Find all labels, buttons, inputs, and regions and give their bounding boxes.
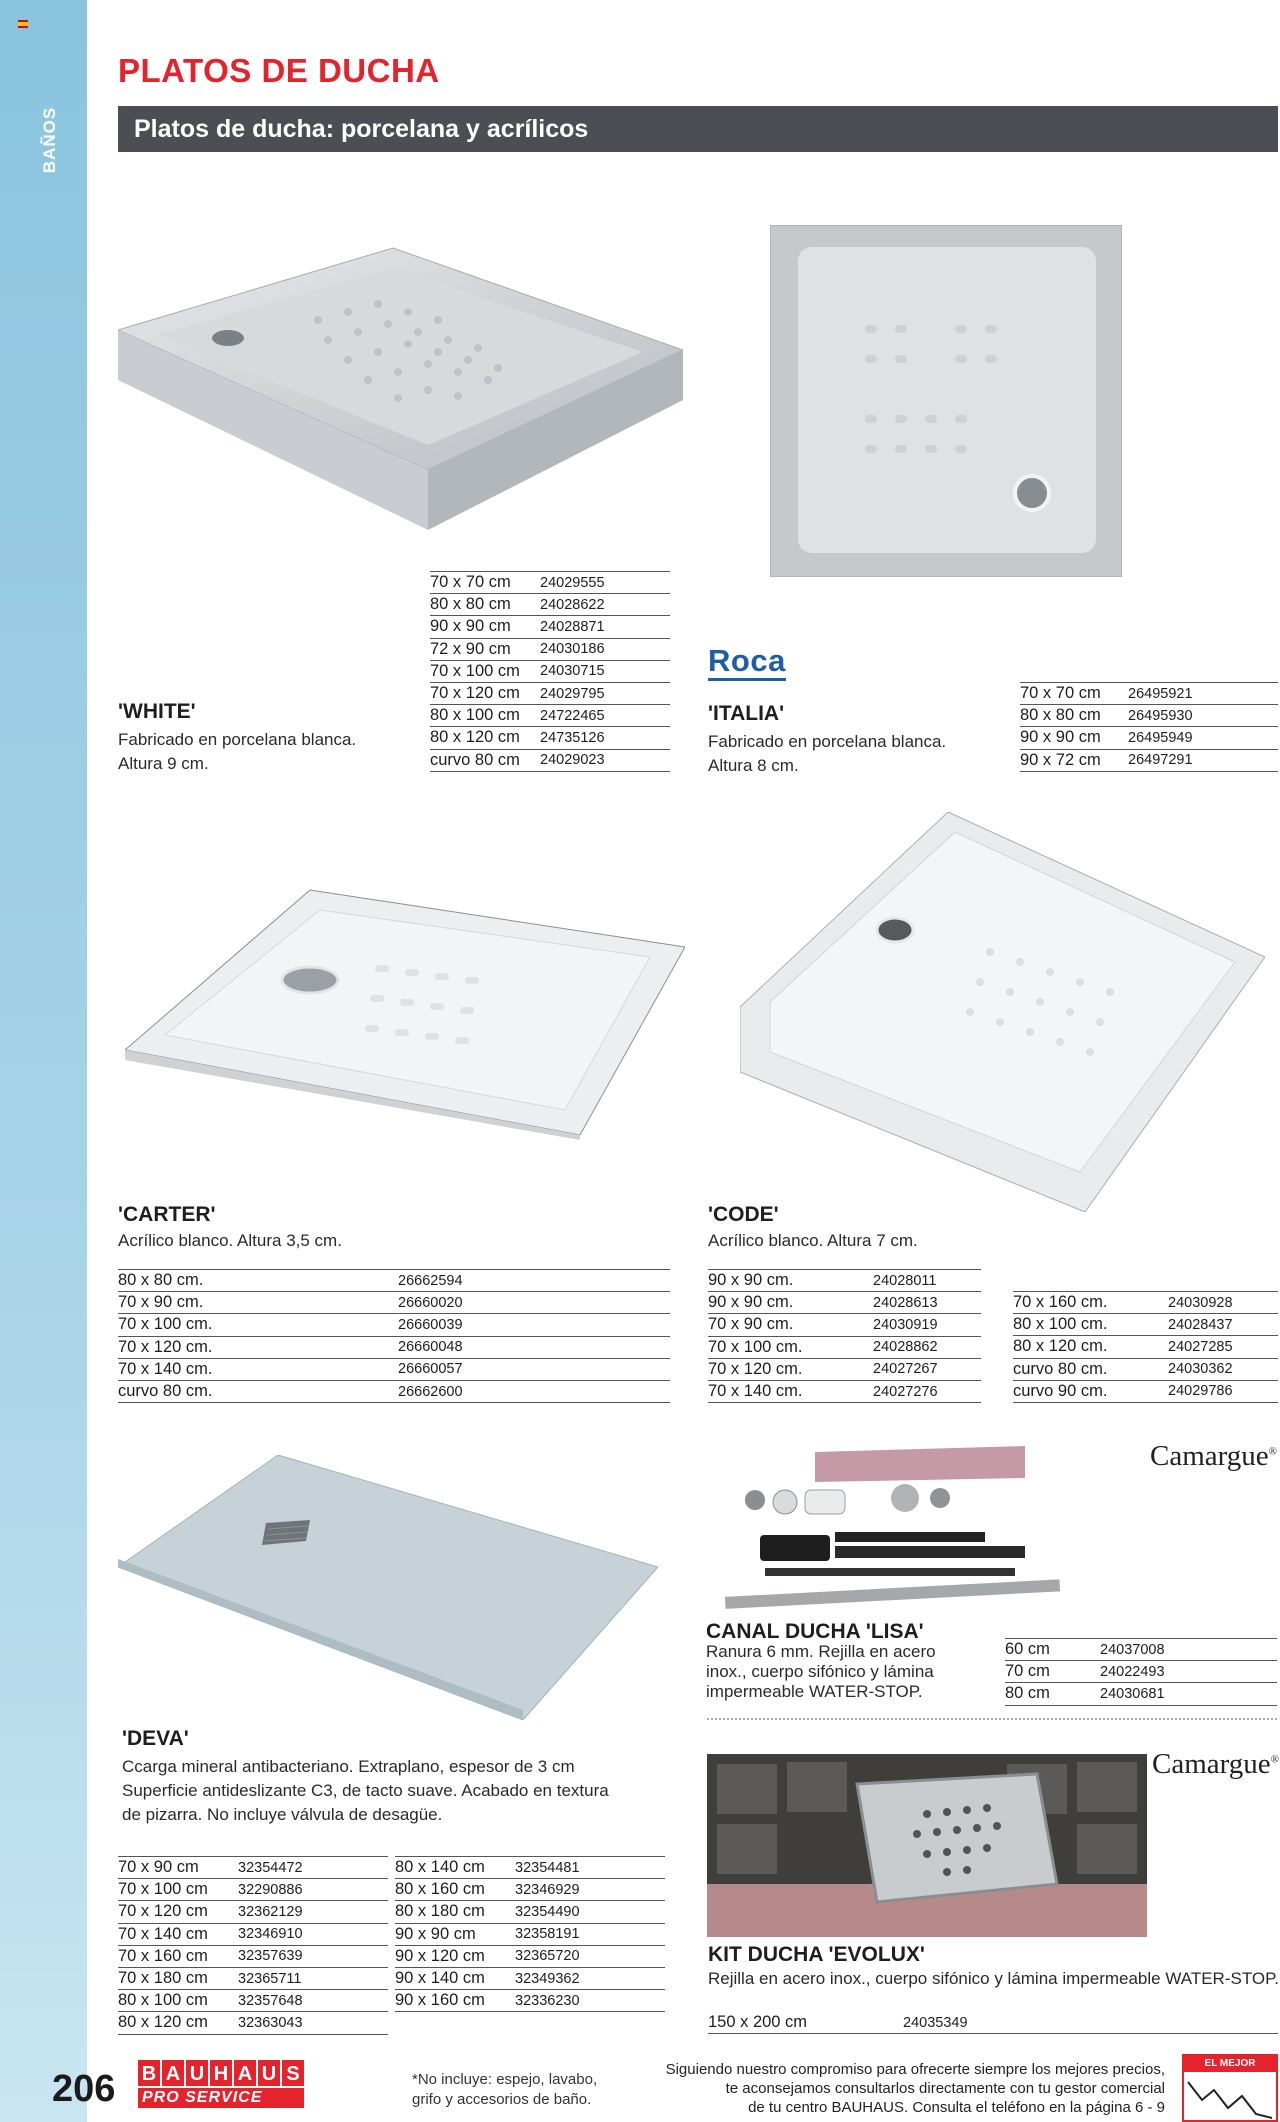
white-desc: Fabricado en porcelana blanca. Altura 9 cm. — [118, 730, 357, 773]
sidebar — [0, 0, 87, 2122]
table-row: 150 x 200 cm 24035349 — [708, 2012, 1278, 2034]
lisa-desc: Ranura 6 mm. Rejilla en acero inox., cuerpo sifónico y lámina impermeable WATER-STOP. — [706, 1642, 936, 1701]
table-row: 80 x 80 cm 26495930 — [1020, 705, 1278, 727]
table-row: 90 x 90 cm 32358191 — [395, 1924, 665, 1946]
italia-tray-image — [770, 225, 1122, 577]
carter-name: 'CARTER' — [118, 1203, 216, 1226]
evolux-table — [708, 2012, 1278, 2034]
table-row: 70 x 100 cm. 24028862 — [708, 1337, 981, 1359]
bauhaus-logo: B A U H A U S PRO SERVICE — [138, 2060, 304, 2110]
table-row: 90 x 120 cm 32365720 — [395, 1946, 665, 1968]
italia-table — [1020, 682, 1278, 772]
table-row: 70 x 120 cm 32362129 — [118, 1901, 388, 1923]
camargue-logo: Camargue® — [1150, 1440, 1278, 1472]
italia-desc: Fabricado en porcelana blanca. Altura 8 cm. — [708, 732, 947, 775]
camargue-logo: Camargue® — [1152, 1748, 1280, 1780]
table-row: 90 x 72 cm 26497291 — [1020, 750, 1278, 772]
evolux-desc: Rejilla en acero inox., cuerpo sifónico y lámina impermeable WATER-STOP. — [708, 1969, 1279, 1988]
carter-tray-image — [125, 885, 685, 1140]
white-name: 'WHITE' — [118, 700, 196, 723]
table-row: 80 x 140 cm 32354481 — [395, 1857, 665, 1879]
table-row: 70 x 140 cm 32346910 — [118, 1924, 388, 1946]
table-row: 70 x 120 cm 24029795 — [430, 683, 670, 705]
table-row: 72 x 90 cm 24030186 — [430, 639, 670, 661]
page-title: PLATOS DE DUCHA — [118, 52, 440, 89]
table-row: 90 x 90 cm 26495949 — [1020, 727, 1278, 749]
table-row: curvo 80 cm. 26662600 — [118, 1381, 670, 1403]
table-row: 90 x 90 cm 24028871 — [430, 616, 670, 638]
table-row: curvo 90 cm. 24029786 — [1013, 1381, 1278, 1403]
code-name: 'CODE' — [708, 1203, 779, 1226]
table-row: 90 x 160 cm 32336230 — [395, 1990, 665, 2012]
lisa-kit-image — [725, 1440, 1065, 1610]
italia-name: 'ITALIA' — [708, 702, 785, 725]
table-row: 80 x 100 cm. 24028437 — [1013, 1314, 1278, 1336]
lisa-table — [1005, 1638, 1277, 1706]
table-row: 70 x 100 cm 32290886 — [118, 1879, 388, 1901]
table-row: 70 x 160 cm. 24030928 — [1013, 1292, 1278, 1314]
table-row: 70 x 140 cm. 26660057 — [118, 1359, 670, 1381]
table-row: 90 x 90 cm. 24028613 — [708, 1292, 981, 1314]
code-table-left — [708, 1269, 981, 1403]
footer-text: Siguiendo nuestro compromiso para ofrecerte siempre los mejores precios, te aconsejamos consultarlos directamente con tu gestor comercial de tu centro BAUHAUS. Consulta el teléfono en la página 6 - 9 — [665, 2061, 1165, 2116]
table-row: curvo 80 cm 24029023 — [430, 750, 670, 772]
table-row: curvo 80 cm. 24030362 — [1013, 1359, 1278, 1381]
code-table-right — [1013, 1291, 1278, 1403]
section-band — [118, 106, 1278, 152]
table-row: 80 x 180 cm 32354490 — [395, 1901, 665, 1923]
flag-icon — [18, 20, 28, 28]
table-row: 70 x 70 cm 24029555 — [430, 572, 670, 594]
deva-tray-image — [118, 1455, 658, 1720]
table-row: 70 x 140 cm. 24027276 — [708, 1381, 981, 1403]
code-tray-image — [740, 812, 1265, 1212]
deva-table-left — [118, 1856, 388, 2035]
evolux-name: KIT DUCHA 'EVOLUX' — [708, 1943, 925, 1966]
table-row: 90 x 90 cm. 24028011 — [708, 1270, 981, 1292]
table-row: 70 cm 24022493 — [1005, 1661, 1277, 1683]
table-row: 70 x 160 cm 32357639 — [118, 1946, 388, 1968]
page-number: 206 — [52, 2068, 116, 2110]
table-row: 70 x 70 cm 26495921 — [1020, 683, 1278, 705]
sidebar-label: BAÑOS — [40, 106, 59, 174]
table-row: 80 x 120 cm 32363043 — [118, 2012, 388, 2034]
roca-logo: Roca — [708, 644, 786, 681]
table-row: 80 x 80 cm. 26662594 — [118, 1270, 670, 1292]
table-row: 70 x 90 cm 32354472 — [118, 1857, 388, 1879]
table-row: 70 x 100 cm 24030715 — [430, 661, 670, 683]
table-row: 70 x 100 cm. 26660039 — [118, 1314, 670, 1336]
carter-desc: Acrílico blanco. Altura 3,5 cm. — [118, 1231, 342, 1250]
section-title: Platos de ducha: porcelana y acrílicos — [134, 115, 589, 143]
table-row: 60 cm 24037008 — [1005, 1639, 1277, 1661]
table-row: 80 x 160 cm 32346929 — [395, 1879, 665, 1901]
divider — [707, 1718, 1277, 1720]
table-row: 80 cm 24030681 — [1005, 1683, 1277, 1705]
table-row: 70 x 120 cm. 24027267 — [708, 1359, 981, 1381]
table-row: 80 x 120 cm 24735126 — [430, 727, 670, 749]
white-tray-image — [118, 240, 683, 530]
footer-note: *No incluye: espejo, lavabo, grifo y accesorios de baño. — [412, 2071, 598, 2108]
price-chart-icon — [1184, 2072, 1276, 2120]
table-row: 90 x 140 cm 32349362 — [395, 1968, 665, 1990]
deva-table-right — [395, 1856, 665, 2012]
evolux-drain-image — [707, 1754, 1147, 1937]
best-price-badge: EL MEJOR PRECIO — [1182, 2054, 1278, 2122]
deva-desc: Ccarga mineral antibacteriano. Extraplano, espesor de 3 cm Superficie antideslizante C3, de tacto suave. Acabado en textura de pizarra. No incluye válvula de desagüe. — [122, 1757, 609, 1824]
table-row: 70 x 120 cm. 26660048 — [118, 1337, 670, 1359]
deva-name: 'DEVA' — [122, 1727, 189, 1750]
table-row: 70 x 90 cm. 24030919 — [708, 1314, 981, 1336]
code-desc: Acrílico blanco. Altura 7 cm. — [708, 1231, 918, 1250]
table-row: 70 x 90 cm. 26660020 — [118, 1292, 670, 1314]
white-table — [430, 571, 670, 772]
table-row: 80 x 100 cm 32357648 — [118, 1990, 388, 2012]
table-row: 80 x 100 cm 24722465 — [430, 705, 670, 727]
lisa-name: CANAL DUCHA 'LISA' — [706, 1620, 924, 1643]
table-row: 80 x 80 cm 24028622 — [430, 594, 670, 616]
carter-table — [118, 1269, 670, 1403]
table-row: 80 x 120 cm. 24027285 — [1013, 1336, 1278, 1358]
table-row: 70 x 180 cm 32365711 — [118, 1968, 388, 1990]
